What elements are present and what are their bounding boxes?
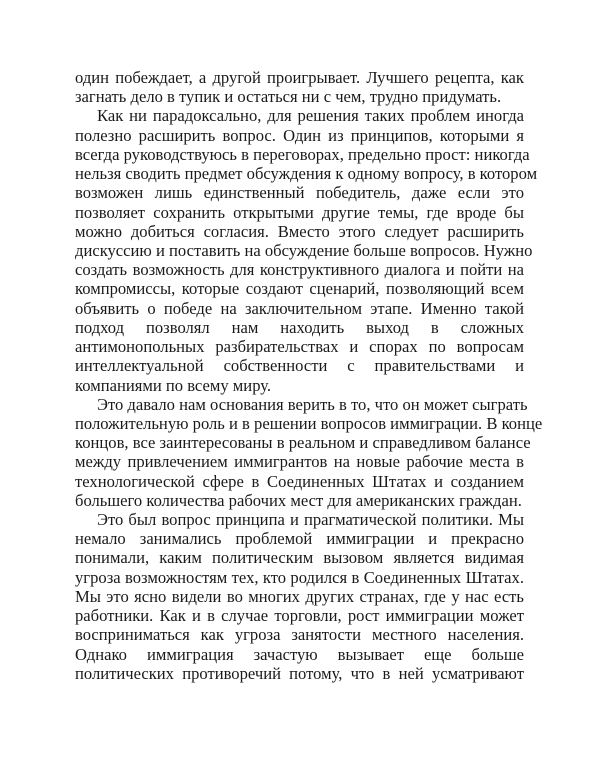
text-line: всегда руководствуюсь в переговорах, предельно прост: никогда xyxy=(75,144,530,164)
text-line: дискуссию и поставить на обсуждение больше вопросов. Нужно xyxy=(75,240,533,260)
text-line: антимонопольных разбирательствах и спорах по вопросам xyxy=(75,337,524,357)
paragraph xyxy=(75,510,524,683)
text-line: угроза возможностям тех, кто родился в Соединенных Штатах. xyxy=(75,567,524,587)
text-line: возможен лишь единственный победитель, даже если это xyxy=(75,183,524,203)
text-line: большего количества рабочих мест для американских граждан. xyxy=(75,490,522,510)
text-line: технологической сфере в Соединенных Штатах и созданием xyxy=(75,471,524,491)
text-line: работники. Как и в случае торговли, рост иммиграции может xyxy=(75,606,524,626)
text-line: можно добиться согласия. Вместо этого следует расширить xyxy=(75,221,524,241)
text-line: загнать дело в тупик и остаться ни с чем, трудно придумать. xyxy=(75,87,502,107)
text-line: полезно расширить вопрос. Один из принципов, которыми я xyxy=(75,125,524,145)
document-page xyxy=(75,68,543,683)
text-line: создать возможность для конструктивного диалога и пойти на xyxy=(75,260,524,280)
paragraph xyxy=(75,394,543,510)
text-line: концов, все заинтересованы в реальном и справедливом балансе xyxy=(75,433,531,453)
text-line: восприниматься как угроза занятости местного населения. xyxy=(75,625,524,645)
text-line: понимали, каким политическим вызовом является видимая xyxy=(75,548,524,568)
text-line: объявить о победе на заключительном этапе. Именно такой xyxy=(75,298,524,318)
paragraph xyxy=(75,68,524,106)
text-line: Это давало нам основания верить в то, что он может сыграть xyxy=(97,394,528,414)
text-line: Как ни парадоксально, для решения таких проблем иногда xyxy=(97,106,524,126)
text-line: Это был вопрос принципа и прагматической политики. Мы xyxy=(97,510,524,530)
text-line: позволяет сохранить открытыми другие темы, где вроде бы xyxy=(75,202,524,222)
text-line: подход позволял нам находить выход в сложных xyxy=(75,317,524,337)
text-line: немало занимались проблемой иммиграции и прекрасно xyxy=(75,529,524,549)
text-line: Мы это ясно видели во многих других странах, где у нас есть xyxy=(75,586,524,606)
text-line: компаниями по всему миру. xyxy=(75,375,272,395)
text-line: Однако иммиграция зачастую вызывает еще больше xyxy=(75,644,524,664)
text-line: компромиссы, которые создают сценарий, позволяющий всем xyxy=(75,279,524,299)
text-line: интеллектуальной собственности с правительствами и xyxy=(75,356,524,376)
text-line: политических противоречий потому, что в ней усматривают xyxy=(75,663,524,683)
text-line: положительную роль и в решении вопросов иммиграции. В конце xyxy=(75,413,543,433)
text-line: один побеждает, а другой проигрывает. Лучшего рецепта, как xyxy=(75,68,524,87)
paragraph xyxy=(75,106,538,395)
text-line: нельзя сводить предмет обсуждения к одному вопросу, в котором xyxy=(75,164,538,184)
text-line: между привлечением иммигрантов на новые рабочие места в xyxy=(75,452,524,472)
